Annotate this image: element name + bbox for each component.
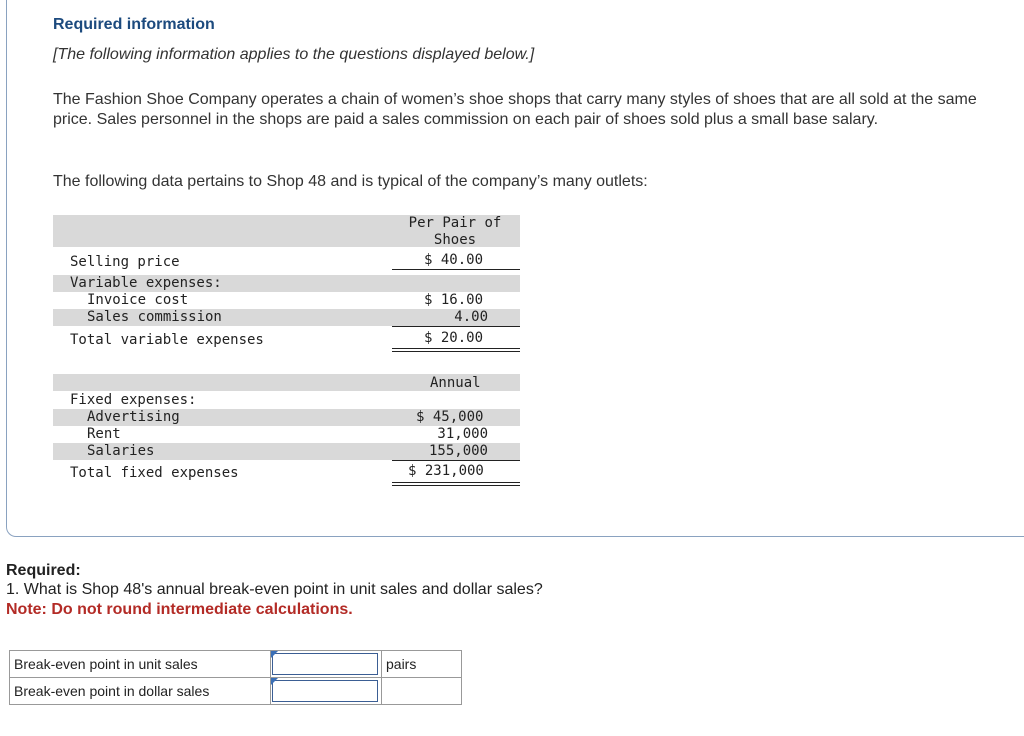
flag-icon [271, 678, 278, 685]
dollar-sales-input[interactable] [272, 680, 378, 702]
unit-sales-label: Break-even point in unit sales [10, 651, 271, 678]
invoice-cost-value: $ 16.00 [424, 292, 484, 308]
unit-sales-unit: pairs [382, 651, 462, 678]
required-information-title: Required information [53, 16, 215, 33]
salaries-label: Salaries [87, 443, 155, 459]
total-variable-label: Total variable expenses [70, 332, 264, 348]
unit-sales-cell [271, 651, 382, 678]
answer-table [9, 650, 462, 705]
double-rule [392, 348, 520, 352]
applies-note: [The following information applies to the questions displayed below.] [53, 46, 535, 63]
selling-price-value: $ 40.00 [424, 252, 484, 268]
unit-sales-input[interactable] [272, 653, 378, 675]
table-row [10, 651, 462, 678]
rule [392, 269, 520, 270]
selling-price-label: Selling price [70, 254, 180, 270]
total-fixed-value: $ 231,000 [408, 463, 484, 479]
dollar-sales-label: Break-even point in dollar sales [10, 678, 271, 705]
required-heading: Required: [6, 562, 81, 579]
total-fixed-label: Total fixed expenses [70, 465, 239, 481]
invoice-cost-label: Invoice cost [87, 292, 189, 308]
intro-paragraph: The Fashion Shoe Company operates a chain of women’s shoe shops that carry many styles of shoes that are all sold at the same price. Sales personnel in the shops are paid a sales commission on each pair of shoes sold plus a small base salary. [53, 91, 977, 128]
per-pair-header-line1: Per Pair of [408, 215, 502, 231]
sales-commission-label: Sales commission [87, 309, 222, 325]
total-variable-value: $ 20.00 [424, 330, 484, 346]
rent-value: 31,000 [437, 426, 488, 442]
annual-header: Annual [430, 375, 481, 391]
question-text: 1. What is Shop 48's annual break-even point in unit sales and dollar sales? [6, 581, 543, 598]
salaries-value: 155,000 [428, 443, 488, 459]
rent-label: Rent [87, 426, 121, 442]
flag-icon [271, 651, 278, 658]
rule [392, 460, 520, 461]
variable-expenses-label: Variable expenses: [70, 275, 222, 291]
rule [392, 326, 520, 327]
rounding-note: Note: Do not round intermediate calculations. [6, 601, 353, 618]
table-row [10, 678, 462, 705]
data-intro-paragraph: The following data pertains to Shop 48 and is typical of the company’s many outlets: [53, 173, 648, 190]
per-pair-header-line2: Shoes [433, 232, 477, 248]
fixed-expenses-label: Fixed expenses: [70, 392, 197, 408]
dollar-sales-unit [382, 678, 462, 705]
advertising-label: Advertising [87, 409, 180, 425]
sales-commission-value: 4.00 [454, 309, 488, 325]
double-rule [392, 482, 520, 486]
dollar-sales-cell [271, 678, 382, 705]
advertising-value: $ 45,000 [416, 409, 484, 425]
